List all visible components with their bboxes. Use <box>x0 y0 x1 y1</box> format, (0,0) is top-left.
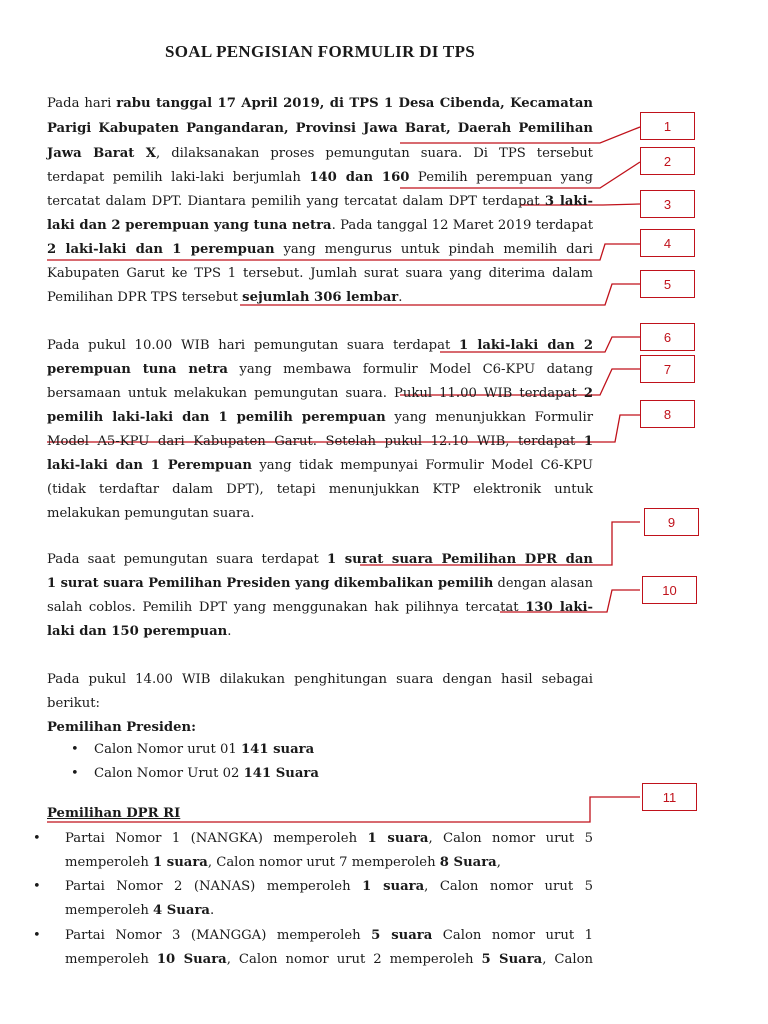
p1-line-6: laki dan 2 perempuan yang tuna netra. Pada tanggal 12 Maret 2019 terdapat <box>47 218 594 233</box>
annotation-box-2: 2 <box>640 147 695 175</box>
p1-line-7: 2 laki-laki dan 1 perempuan yang mengurus untuk pindah memilih dari <box>47 242 593 257</box>
dpr-item-3-line-1: Partai Nomor 3 (MANGGA) memperoleh 5 suara Calon nomor urut 1 <box>65 928 593 943</box>
p3-line-2: 1 surat suara Pemilihan Presiden yang dikembalikan pemilih dengan alasan <box>47 576 593 591</box>
dpr-item-3-line-2: memperoleh 10 Suara, Calon nomor urut 2 memperoleh 5 Suara, Calon <box>65 952 594 967</box>
p1-line-3: Jawa Barat X, dilaksanakan proses pemungutan suara. Di TPS tersebut <box>47 146 593 161</box>
p3-line-4: laki dan 150 perempuan. <box>47 624 232 639</box>
p1-line-2: Parigi Kabupaten Pangandaran, Provinsi Jawa Barat, Daerah Pemilihan <box>47 121 593 136</box>
dpr-item-2-line-2: memperoleh 4 Suara. <box>65 903 215 918</box>
bullet-icon: • <box>71 766 79 781</box>
p2-line-5: Model A5-KPU dari Kabupaten Garut. Setelah pukul 12.10 WIB, terdapat 1 <box>47 434 593 449</box>
annotation-box-11: 11 <box>642 783 697 811</box>
p1-line-4: terdapat pemilih laki-laki berjumlah 140 dan 160 Pemilih perempuan yang <box>47 170 593 185</box>
annotation-box-3: 3 <box>640 190 695 218</box>
p4-line-1: Pada pukul 14.00 WIB dilakukan penghitungan suara dengan hasil sebagai <box>47 672 593 687</box>
annotation-box-10: 10 <box>642 576 697 604</box>
bullet-icon: • <box>33 879 41 894</box>
annotation-box-8: 8 <box>640 400 695 428</box>
dpr-item-1-line-1: Partai Nomor 1 (NANGKA) memperoleh 1 suara, Calon nomor urut 5 <box>65 831 593 846</box>
p4-line-2: berikut: <box>47 696 100 711</box>
presiden-item-2: Calon Nomor Urut 02 141 Suara <box>94 766 319 781</box>
p2-line-1: Pada pukul 10.00 WIB hari pemungutan suara terdapat 1 laki-laki dan 2 <box>47 338 594 353</box>
p1-line-1: Pada hari rabu tanggal 17 April 2019, di TPS 1 Desa Cibenda, Kecamatan <box>47 96 593 111</box>
page-title: SOAL PENGISIAN FORMULIR DI TPS <box>164 42 476 61</box>
p1-line-5: tercatat dalam DPT. Diantara pemilih yang tercatat dalam DPT terdapat 3 laki- <box>47 194 593 209</box>
dpr-item-1-line-2: memperoleh 1 suara, Calon nomor urut 7 memperoleh 8 Suara, <box>65 855 501 870</box>
annotation-box-9: 9 <box>644 508 699 536</box>
dpr-heading: Pemilihan DPR RI <box>47 806 181 821</box>
annotation-box-6: 6 <box>640 323 695 351</box>
p2-line-2: perempuan tuna netra yang membawa formulir Model C6-KPU datang <box>47 362 593 377</box>
p2-line-3: bersamaan untuk melakukan pemungutan suara. Pukul 11.00 WIB terdapat 2 <box>47 386 593 401</box>
p1-line-9: Pemilihan DPR TPS tersebut sejumlah 306 lembar. <box>47 290 403 305</box>
bullet-icon: • <box>33 831 41 846</box>
p2-line-6: laki-laki dan 1 Perempuan yang tidak mempunyai Formulir Model C6-KPU <box>47 458 593 473</box>
p2-line-7: (tidak terdaftar dalam DPT), tetapi menunjukkan KTP elektronik untuk <box>47 482 593 497</box>
bullet-icon: • <box>71 742 79 757</box>
annotation-box-7: 7 <box>640 355 695 383</box>
annotation-box-5: 5 <box>640 270 695 298</box>
p2-line-4: pemilih laki-laki dan 1 pemilih perempuan yang menunjukkan Formulir <box>47 410 593 425</box>
annotation-box-4: 4 <box>640 229 695 257</box>
annotation-box-1: 1 <box>640 112 695 140</box>
p2-line-8: melakukan pemungutan suara. <box>47 506 255 521</box>
p3-line-3: salah coblos. Pemilih DPT yang menggunakan hak pilihnya tercatat 130 laki- <box>47 600 594 615</box>
p3-line-1: Pada saat pemungutan suara terdapat 1 surat suara Pemilihan DPR dan <box>47 552 593 567</box>
p1-line-8: Kabupaten Garut ke TPS 1 tersebut. Jumlah surat suara yang diterima dalam <box>47 266 593 281</box>
presiden-heading: Pemilihan Presiden: <box>47 720 197 735</box>
bullet-icon: • <box>33 928 41 943</box>
dpr-item-2-line-1: Partai Nomor 2 (NANAS) memperoleh 1 suara, Calon nomor urut 5 <box>65 879 593 894</box>
presiden-item-1: Calon Nomor urut 01 141 suara <box>94 742 315 757</box>
